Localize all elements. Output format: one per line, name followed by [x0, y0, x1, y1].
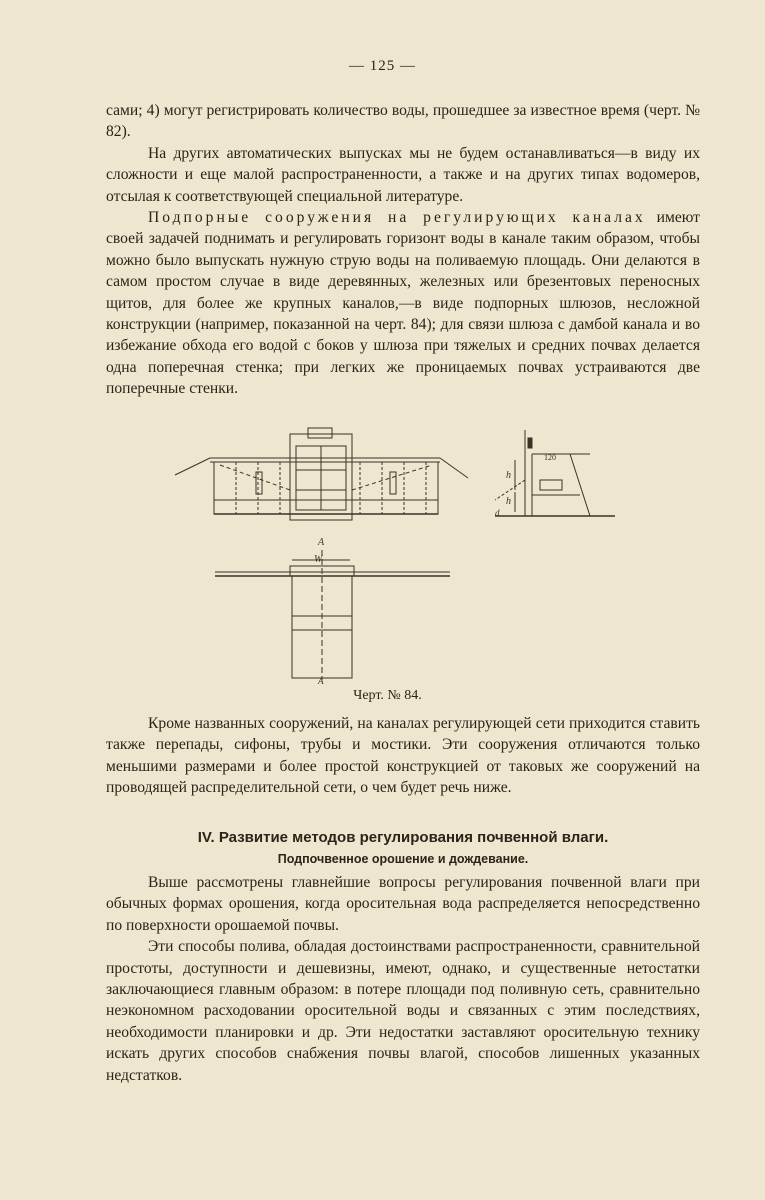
label-section-a-top: A: [318, 537, 325, 548]
figure-caption: Черт. № 84.: [353, 688, 422, 703]
label-width-w: W: [314, 554, 323, 565]
text-block-top: [106, 100, 700, 400]
spaced-emphasis: Подпорные сооружения на регулирующих каналах: [148, 209, 646, 227]
plan-view: [215, 537, 450, 686]
paragraph-automatic-outlets: На других автоматических выпусках мы не будем останавливаться—в виду их сложности и еще малой распространенности, а также и на других типах водомеров, отсылая к соответствующей специальной литературе.: [106, 144, 700, 205]
label-d: d: [495, 508, 500, 518]
text-block-bottom: [106, 872, 700, 1086]
label-section-a-bottom: A: [318, 676, 324, 686]
elevation-view: [175, 428, 468, 520]
label-h2: h: [506, 496, 511, 507]
paragraph-overview: Выше рассмотрены главнейшие вопросы регулирования почвенной влаги при обычных формах орошения, когда оросительная вода распределяется непосредственно по поверхности орошаемой почвы.: [106, 874, 700, 934]
paragraph-other-structures: Кроме названных сооружений, на каналах регулирующей сети приходится ставить также перепады, сифоны, трубы и мостики. Эти сооружения отличаются только меньшими размерами и более простой конструкцией от таковых же сооружений на проводящей распределительной сети, о чем будет речь ниже.: [106, 715, 700, 797]
paragraph-shortcomings: Эти способы полива, обладая достоинствами распространенности, сравнительной простоты, доступности и дешевизны, имеют, однако, и существенные нетостатки заключающиеся главным образом: в потере площади под поливную сеть, сравнительно неэкономном расходовании оросительной воды и связанных с этим последствиях, необходимости планировки и др. Эти недостатки заставляют оросительную технику искать других способов снабжения почвы влагой, способов лишенных указанных недстатков.: [106, 938, 700, 1084]
label-h: h: [506, 470, 511, 481]
text-block-middle: [106, 713, 700, 799]
section-subtitle: Подпочвенное орошение и дождевание.: [277, 852, 529, 866]
sluice-drawing: [150, 420, 630, 690]
side-section-view: [495, 430, 615, 518]
page-number: — 125 —: [349, 58, 416, 74]
paragraph-retaining-structures: [106, 207, 700, 400]
paragraph-retaining-structures-rest: имеют своей задачей поднимать и регулировать горизонт воды в канале таким образом, чтобы можно было выпускать нужную струю воды на поливаемую площадь. Они делаются в самом простом случае в виде деревянных, железных или брезентовых переносных щитов, для более же крупных каналов,—в виде подпорных шлюзов, несложной конструкции (например, показанной на черт. 84); для связи шлюза с дамбой канала и во избежание обхода его водой с боков у шлюза при тяжелых и средних почвах делается одна поперечная стенка; при легких же проницаемых почвах устраиваются две поперечные стенки.: [106, 209, 700, 398]
label-120: 120: [544, 453, 556, 462]
paragraph-continuation: сами; 4) могут регистрировать количество воды, прошедшее за известное время (черт. № 82).: [106, 102, 700, 141]
figure-84: [150, 420, 630, 703]
section-title: IV. Развитие методов регулирования почвенной влаги.: [197, 829, 609, 846]
